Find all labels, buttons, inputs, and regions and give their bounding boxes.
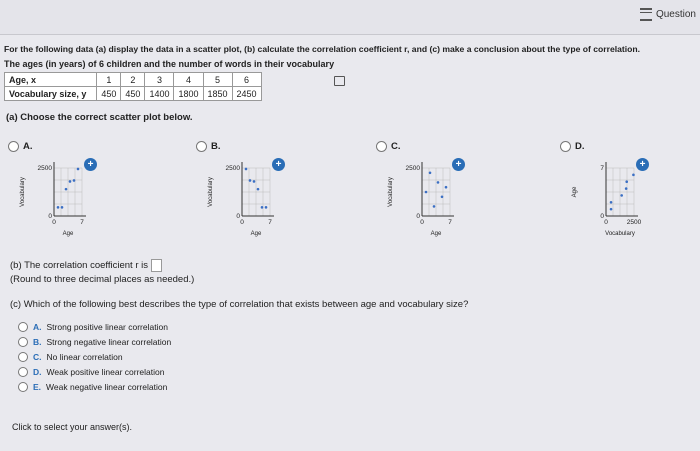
scatter-chart: [190, 160, 300, 250]
x-axis-label: Vocabulary: [605, 231, 635, 237]
choice-text: Strong negative linear correlation: [46, 337, 172, 347]
choice-b[interactable]: [18, 337, 171, 347]
data-point: [77, 168, 80, 171]
x-axis-label: Age: [430, 231, 442, 237]
y-tick-label: 0: [48, 213, 52, 220]
y-axis-label: Vocabulary: [388, 177, 394, 207]
vocab-cell: 2450: [232, 87, 261, 101]
data-point: [437, 181, 440, 184]
row-label-age: Age, x: [5, 73, 97, 87]
choice-letter: D.: [33, 367, 42, 377]
x-tick-label: 0: [52, 219, 56, 226]
x-tick-label: 7: [80, 219, 84, 226]
footer-hint: Click to select your answer(s).: [12, 422, 133, 432]
radio-button[interactable]: [18, 337, 28, 347]
data-point: [441, 196, 444, 199]
part-a-instruction: (a) Choose the correct scatter plot below.: [6, 112, 193, 123]
data-point: [632, 174, 635, 177]
age-cell: 4: [174, 73, 203, 87]
y-tick-label: 0: [236, 213, 240, 220]
x-tick-label: 7: [448, 219, 452, 226]
radio-button[interactable]: [196, 141, 207, 152]
scatter-chart: [370, 160, 480, 250]
vocab-cell: 450: [97, 87, 121, 101]
data-point: [625, 187, 628, 190]
age-cell: 6: [232, 73, 261, 87]
row-label-vocab: Vocabulary size, y: [5, 87, 97, 101]
data-point: [249, 179, 252, 182]
option-letter: A.: [23, 141, 33, 152]
data-table: [4, 72, 262, 101]
data-point: [253, 180, 256, 183]
data-point: [429, 172, 432, 175]
choice-d[interactable]: [18, 367, 164, 377]
data-point: [261, 206, 264, 209]
vocab-cell: 450: [121, 87, 145, 101]
scatter-chart: [554, 160, 664, 250]
choice-letter: C.: [33, 352, 42, 362]
y-tick-label: 7: [600, 165, 604, 172]
radio-button[interactable]: [18, 367, 28, 377]
scatter-option-d[interactable]: [560, 141, 585, 152]
correlation-answer-input[interactable]: [151, 259, 162, 272]
radio-button[interactable]: [18, 322, 28, 332]
vocab-cell: 1850: [203, 87, 232, 101]
y-tick-label: 0: [600, 213, 604, 220]
question-label: Question: [655, 9, 696, 20]
x-tick-label: 0: [240, 219, 244, 226]
radio-button[interactable]: [18, 382, 28, 392]
divider: [0, 34, 700, 35]
radio-button[interactable]: [18, 352, 28, 362]
part-c-question: (c) Which of the following best describes the type of correlation that exists between age and vocabulary size?: [10, 299, 469, 310]
y-tick-label: 2500: [225, 165, 240, 172]
scatter-chart: [2, 160, 112, 250]
y-tick-label: 2500: [405, 165, 420, 172]
question-menu-button[interactable]: [640, 8, 696, 21]
y-tick-label: 0: [416, 213, 420, 220]
vocab-cell: 1400: [145, 87, 174, 101]
data-point: [257, 188, 260, 191]
x-tick-label: 2500: [626, 219, 642, 226]
choice-text: Weak positive linear correlation: [46, 367, 165, 377]
data-point: [625, 180, 628, 183]
option-letter: B.: [211, 141, 221, 152]
choice-e[interactable]: [18, 382, 167, 392]
x-tick-label: 0: [420, 219, 424, 226]
data-point: [245, 168, 248, 171]
data-point: [61, 206, 64, 209]
choice-letter: E.: [33, 382, 42, 392]
table-row: [5, 87, 262, 101]
age-cell: 1: [97, 73, 121, 87]
age-cell: 3: [145, 73, 174, 87]
data-point: [445, 186, 448, 189]
part-b-line1: [10, 259, 162, 272]
y-axis-label: Vocabulary: [20, 177, 26, 207]
table-intro: The ages (in years) of 6 children and the number of words in their vocabulary: [4, 59, 335, 69]
data-point: [433, 205, 436, 208]
zoom-icon[interactable]: +: [452, 158, 465, 171]
choice-text: Weak negative linear correlation: [46, 382, 168, 392]
radio-button[interactable]: [8, 141, 19, 152]
zoom-icon[interactable]: +: [272, 158, 285, 171]
data-point: [73, 179, 76, 182]
data-point: [57, 206, 60, 209]
choice-letter: B.: [33, 337, 42, 347]
part-b-label: (b) The correlation coefficient r is: [10, 260, 148, 272]
y-axis-label: Age: [572, 186, 578, 198]
data-point: [610, 208, 613, 211]
choice-text: No linear correlation: [46, 352, 123, 362]
age-cell: 5: [203, 73, 232, 87]
choice-a[interactable]: [18, 322, 168, 332]
option-letter: D.: [575, 141, 585, 152]
part-b-line2: (Round to three decimal places as needed.): [10, 274, 195, 285]
choice-letter: A.: [33, 322, 42, 332]
data-point: [620, 194, 623, 197]
y-tick-label: 2500: [37, 165, 52, 172]
scatter-option-b[interactable]: [196, 141, 221, 152]
zoom-icon[interactable]: +: [636, 158, 649, 171]
radio-button[interactable]: [376, 141, 387, 152]
scatter-option-a[interactable]: [8, 141, 33, 152]
x-axis-label: Age: [250, 231, 262, 237]
option-letter: C.: [391, 141, 401, 152]
x-tick-label: 7: [268, 219, 272, 226]
copy-data-icon[interactable]: [334, 76, 345, 86]
radio-button[interactable]: [560, 141, 571, 152]
data-point: [69, 180, 72, 183]
data-point: [265, 206, 268, 209]
problem-prompt: For the following data (a) display the data in a scatter plot, (b) calculate the correlation coefficient r, and (c) make a conclusion about the type of correlation.: [4, 44, 641, 54]
vocab-cell: 1800: [174, 87, 203, 101]
table-row: [5, 73, 262, 87]
data-point: [610, 201, 613, 204]
data-point: [65, 188, 68, 191]
choice-text: Strong positive linear correlation: [46, 322, 168, 332]
scatter-option-c[interactable]: [376, 141, 401, 152]
y-axis-label: Vocabulary: [208, 177, 214, 207]
data-point: [425, 191, 428, 194]
choice-c[interactable]: [18, 352, 123, 362]
top-bar: [0, 0, 700, 34]
list-icon: [640, 8, 652, 21]
x-tick-label: 0: [604, 219, 608, 226]
zoom-icon[interactable]: +: [84, 158, 97, 171]
x-axis-label: Age: [62, 231, 74, 237]
age-cell: 2: [121, 73, 145, 87]
